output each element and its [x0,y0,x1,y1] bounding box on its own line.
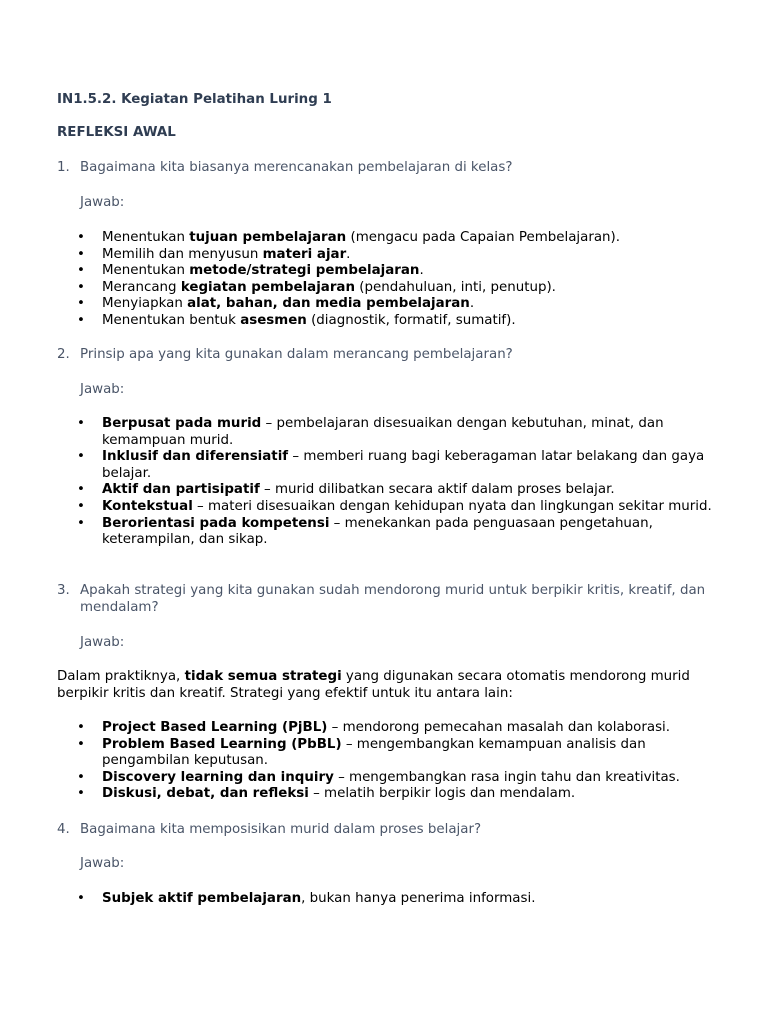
answer-list-4 [57,891,727,908]
list-item: • Menentukan bentuk asesmen (diagnostik, formatif, sumatif). [57,313,727,330]
list-item: • Problem Based Learning (PbBL) – mengembangkan kemampuan analisis dan pengambilan keputusan. [57,737,727,770]
answer-list-1 [57,230,727,330]
answer-label: Jawab: [80,856,125,871]
question-number: 3. [57,583,70,598]
question-4 [57,822,727,839]
question-text: Apakah strategi yang kita gunakan sudah mendorong murid untuk berpikir kritis, kreatif, dan mendalam? [80,583,706,615]
section-heading: REFLEKSI AWAL [57,125,176,140]
list-item: • Inklusif dan diferensiatif – memberi ruang bagi keberagaman latar belakang dan gaya belajar. [57,449,727,482]
question-3 [57,583,727,616]
list-item: • Berorientasi pada kompetensi – menekankan pada penguasaan pengetahuan, keterampilan, dan sikap. [57,516,727,549]
answer-paragraph: Dalam praktiknya, tidak semua strategi yang digunakan secara otomatis mendorong murid berpikir kritis dan kreatif. Strategi yang efektif untuk itu antara lain: [57,669,690,701]
question-text: Bagaimana kita biasanya merencanakan pembelajaran di kelas? [80,160,513,175]
question-text: Bagaimana kita memposisikan murid dalam proses belajar? [80,822,482,837]
question-number: 4. [57,822,70,837]
list-item: • Menyiapkan alat, bahan, dan media pembelajaran. [57,296,727,313]
list-item: • Kontekstual – materi disesuaikan dengan kehidupan nyata dan lingkungan sekitar murid. [57,499,727,516]
answer-label: Jawab: [80,195,125,210]
list-item: • Merancang kegiatan pembelajaran (pendahuluan, inti, penutup). [57,280,727,297]
answer-label: Jawab: [80,635,125,650]
question-text: Prinsip apa yang kita gunakan dalam merancang pembelajaran? [80,347,513,362]
question-number: 1. [57,160,70,175]
question-2 [57,347,727,364]
question-number: 2. [57,347,70,362]
question-1 [57,160,727,177]
answer-list-3 [57,720,727,803]
list-item: • Subjek aktif pembelajaran, bukan hanya penerima informasi. [57,891,727,908]
list-item: • Diskusi, debat, dan refleksi – melatih berpikir logis dan mendalam. [57,786,727,803]
list-item: • Berpusat pada murid – pembelajaran disesuaikan dengan kebutuhan, minat, dan kemampuan murid. [57,416,727,449]
list-item: • Memilih dan menyusun materi ajar. [57,247,727,264]
list-item: • Menentukan tujuan pembelajaran (mengacu pada Capaian Pembelajaran). [57,230,727,247]
list-item: • Discovery learning dan inquiry – mengembangkan rasa ingin tahu dan kreativitas. [57,770,727,787]
list-item: • Aktif dan partisipatif – murid dilibatkan secara aktif dalam proses belajar. [57,482,727,499]
answer-label: Jawab: [80,382,125,397]
answer-list-2 [57,416,727,549]
document-heading: IN1.5.2. Kegiatan Pelatihan Luring 1 [57,92,332,107]
list-item: • Project Based Learning (PjBL) – mendorong pemecahan masalah dan kolaborasi. [57,720,727,737]
list-item: • Menentukan metode/strategi pembelajaran. [57,263,727,280]
